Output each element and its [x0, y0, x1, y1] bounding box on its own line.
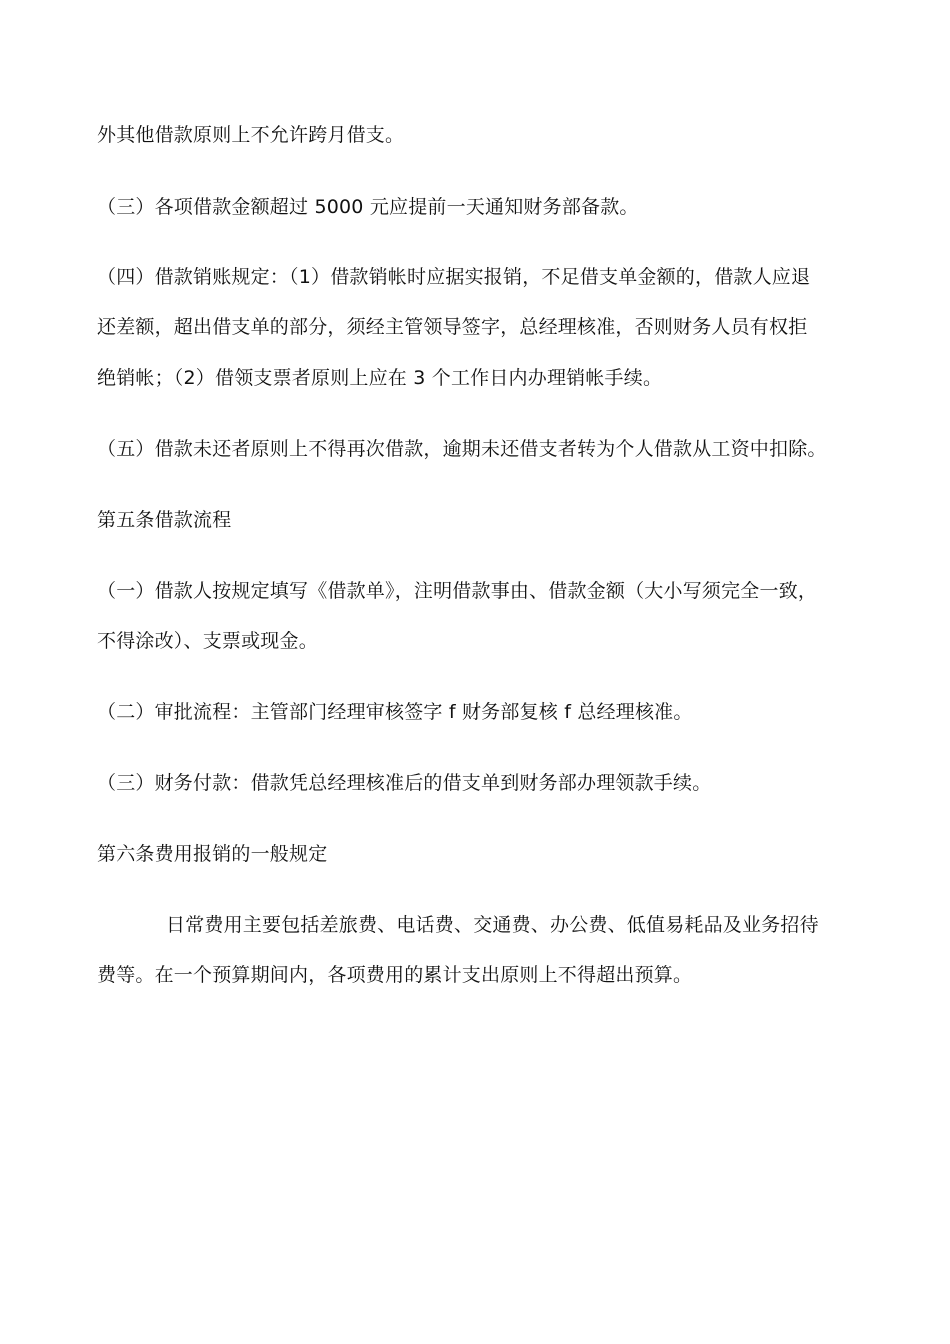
paragraph-line-6: （五）借款未还者原则上不得再次借款，逾期未还借支者转为个人借款从工资中扣除。 [97, 438, 827, 460]
paragraph-line-8: 不得涂改）、支票或现金。 [97, 630, 318, 652]
paragraph-line-12: 费等。在一个预算期间内，各项费用的累计支出原则上不得超出预算。 [97, 964, 693, 986]
paragraph-line-2: （三）各项借款金额超过 5000 元应提前一天通知财务部备款。 [97, 196, 639, 218]
section-heading-6: 第六条费用报销的一般规定 [97, 843, 328, 865]
section-heading-5: 第五条借款流程 [97, 509, 232, 531]
paragraph-line-10: （三）财务付款：借款凭总经理核准后的借支单到财务部办理领款手续。 [97, 772, 712, 794]
paragraph-line-5: 绝销帐；（2）借领支票者原则上应在 3 个工作日内办理销帐手续。 [97, 367, 663, 389]
paragraph-line-11: 日常费用主要包括差旅费、电话费、交通费、办公费、低值易耗品及业务招待 [166, 914, 819, 936]
paragraph-line-1: 外其他借款原则上不允许跨月借支。 [97, 124, 405, 146]
paragraph-line-4: 还差额，超出借支单的部分，须经主管领导签字，总经理核准，否则财务人员有权拒 [97, 316, 808, 338]
paragraph-line-9: （二）审批流程：主管部门经理审核签字 f 财务部复核 f 总经理核准。 [97, 701, 693, 723]
paragraph-line-3: （四）借款销账规定：（1）借款销帐时应据实报销，不足借支单金额的，借款人应退 [97, 266, 811, 288]
paragraph-line-7: （一）借款人按规定填写《借款单》，注明借款事由、借款金额（大小写须完全一致， [97, 580, 818, 602]
